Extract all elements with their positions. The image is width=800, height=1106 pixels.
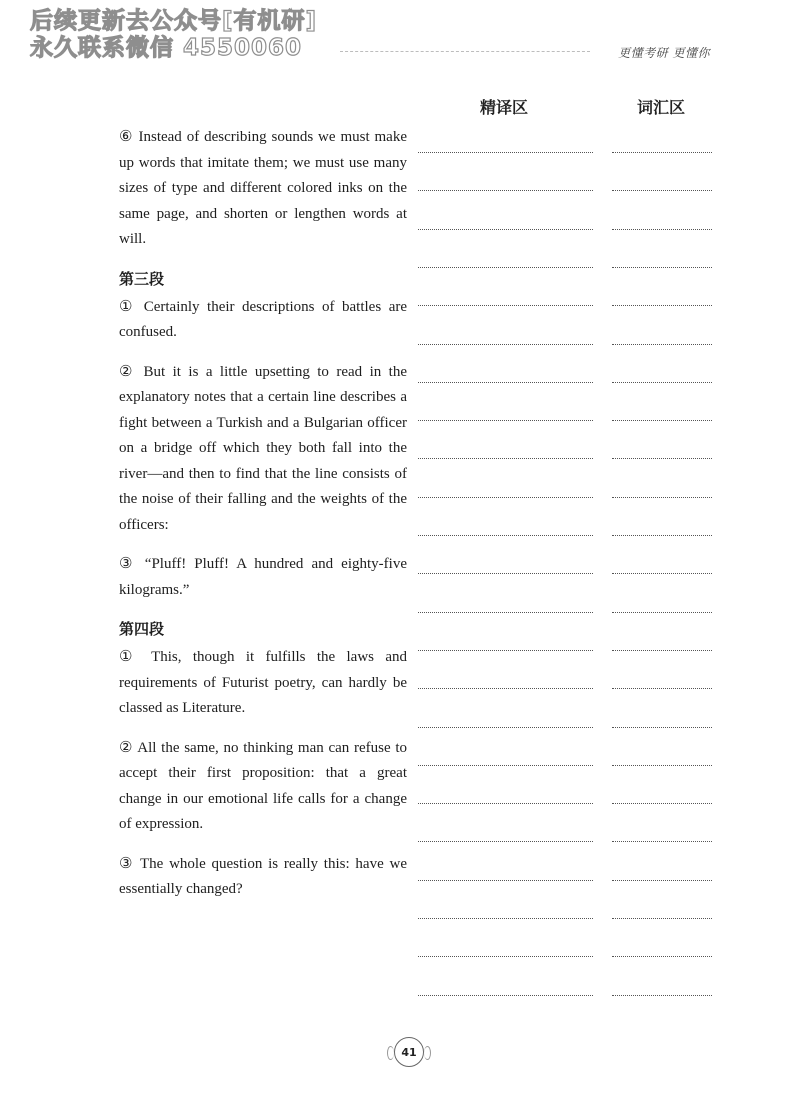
vocabulary-line <box>612 765 712 766</box>
translation-line <box>418 535 593 536</box>
paragraph-3-sentence-2: ② But it is a little upsetting to read in the explanatory notes that a certain line describes a fight between a Turkish and a Bulgarian officer on a bridge off which they both fall into the river—and then to find that the line consists of the noise of their falling and the weights of the officers: <box>119 363 407 533</box>
vocabulary-line <box>612 573 712 574</box>
vocabulary-line <box>612 612 712 613</box>
vocabulary-line <box>612 841 712 842</box>
paragraph-4-sentence-1: ① This, though it fulfills the laws and requirements of Futurist poetry, can hardly be classed as Literature. <box>119 649 407 716</box>
watermark-line-2: 永久联系微信 4550060 <box>30 35 303 61</box>
vocabulary-line <box>612 458 712 459</box>
vocabulary-line <box>612 918 712 919</box>
vocabulary-line <box>612 152 712 153</box>
vocabulary-line <box>612 305 712 306</box>
translation-line <box>418 995 593 996</box>
vocabulary-line <box>612 956 712 957</box>
translation-line <box>418 190 593 191</box>
translation-line <box>418 918 593 919</box>
vocabulary-line <box>612 497 712 498</box>
vocabulary-line <box>612 267 712 268</box>
vocabulary-line <box>612 420 712 421</box>
paragraph-4-sentence-3: ③ The whole question is really this: have we essentially changed? <box>119 855 407 897</box>
section-heading-3: 第三段 <box>119 269 165 288</box>
translation-line <box>418 420 593 421</box>
section-heading-4: 第四段 <box>119 620 165 638</box>
passage-text <box>119 125 407 917</box>
vocabulary-line <box>612 880 712 881</box>
vocabulary-line <box>612 803 712 804</box>
vocabulary-line <box>612 995 712 996</box>
paragraph-3-sentence-1: ① Certainly their descriptions of battles are confused. <box>119 298 407 340</box>
translation-line <box>418 573 593 574</box>
paragraph-3-sentence-3: ③ “Pluff! Pluff! A hundred and eighty-five kilograms.” <box>119 556 407 598</box>
header-rule <box>340 51 590 52</box>
watermark-line-1: 后续更新去公众号[有机研] <box>30 8 318 34</box>
translation-line <box>418 344 593 345</box>
vocabulary-line <box>612 535 712 536</box>
page-number-badge <box>394 1037 424 1067</box>
vocabulary-line <box>612 190 712 191</box>
vocabulary-line <box>612 650 712 651</box>
translation-line <box>418 382 593 383</box>
translation-line <box>418 880 593 881</box>
page-number: 41 <box>401 1045 417 1059</box>
vocabulary-line <box>612 382 712 383</box>
vocabulary-line <box>612 688 712 689</box>
translation-line <box>418 229 593 230</box>
vocabulary-column-title: 词汇区 <box>637 98 686 117</box>
translation-line <box>418 956 593 957</box>
paragraph-4-sentence-2: ② All the same, no thinking man can refuse to accept their first proposition: that a great change in our emotional life calls for a change of expression. <box>119 739 407 832</box>
vocabulary-line <box>612 344 712 345</box>
translation-column-title: 精译区 <box>480 98 529 117</box>
translation-line <box>418 497 593 498</box>
watermark <box>30 8 317 62</box>
paragraph-2-sentence-6: ⑥ Instead of describing sounds we must make up words that imitate them; we must use many sizes of type and different colored inks on the same page, and shorten or lengthen words at will. <box>119 129 407 247</box>
translation-line <box>418 688 593 689</box>
vocabulary-line <box>612 727 712 728</box>
translation-line <box>418 803 593 804</box>
header-slogan: 更懂考研 更懂你 <box>618 46 710 60</box>
translation-line <box>418 267 593 268</box>
translation-line <box>418 612 593 613</box>
translation-line <box>418 765 593 766</box>
vocabulary-line <box>612 229 712 230</box>
translation-line <box>418 727 593 728</box>
translation-line <box>418 458 593 459</box>
translation-line <box>418 841 593 842</box>
translation-line <box>418 152 593 153</box>
translation-line <box>418 650 593 651</box>
translation-line <box>418 305 593 306</box>
